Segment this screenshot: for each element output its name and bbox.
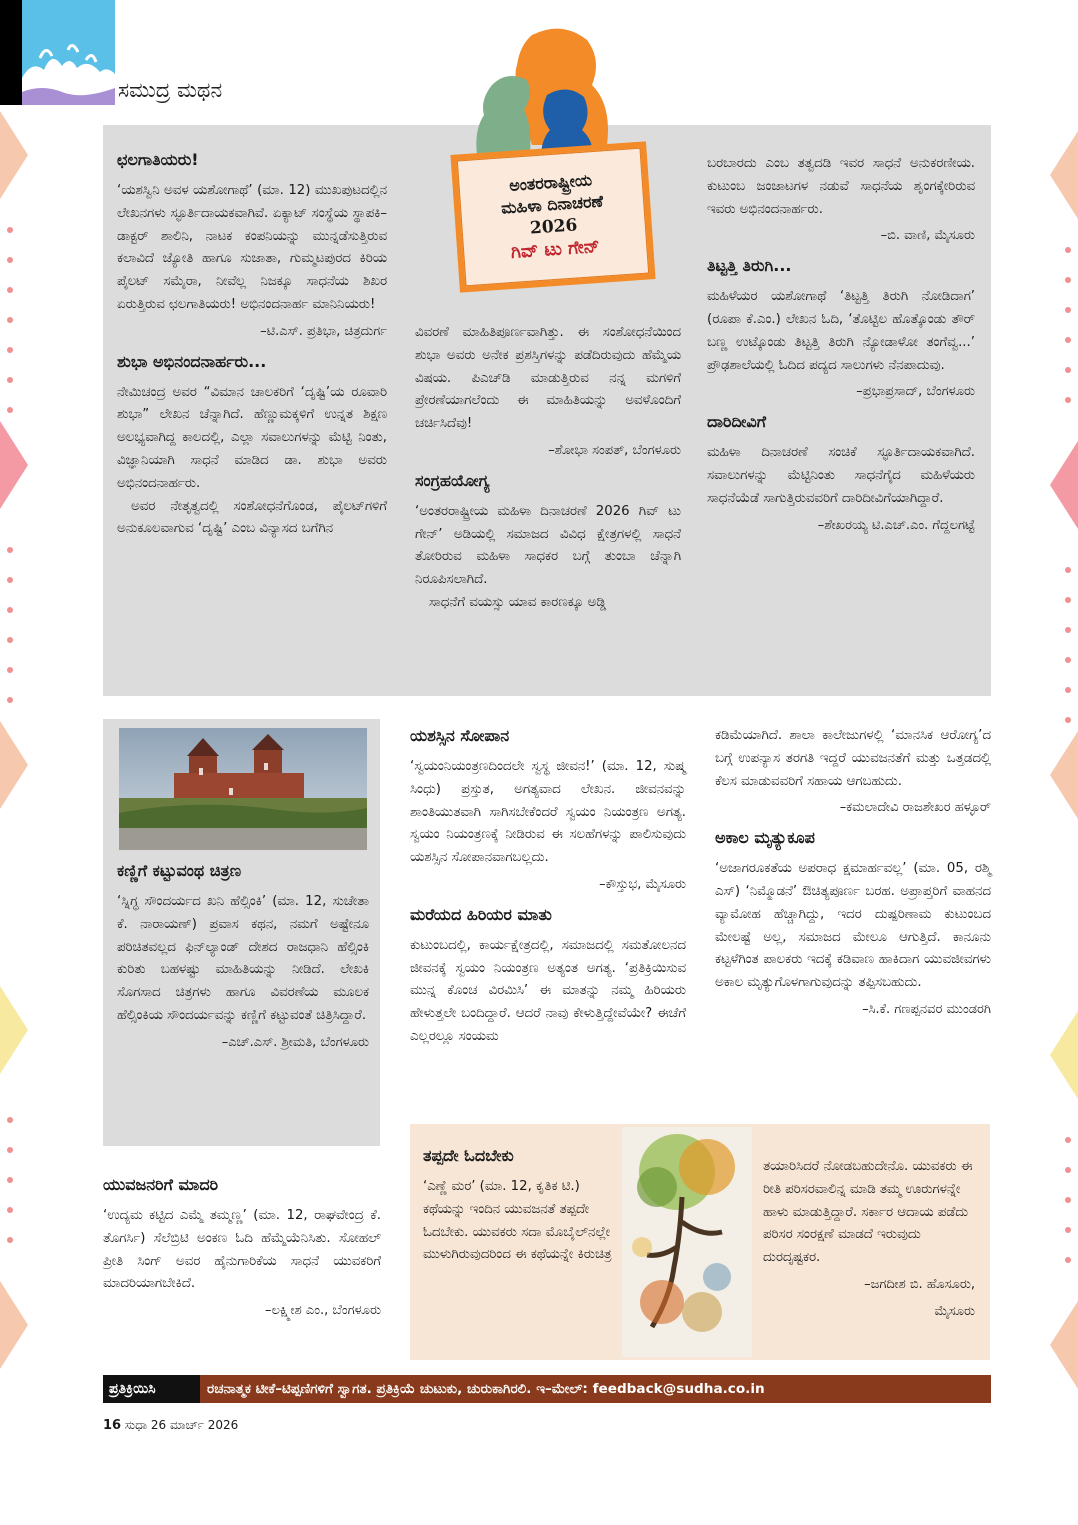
decorative-diamond [1050, 120, 1078, 230]
decorative-dots [1064, 240, 1072, 440]
right-border-decoration [1050, 0, 1078, 1525]
tree-painting [622, 1127, 752, 1357]
decorative-dots [1064, 560, 1072, 760]
letter-body: ಮಹಿಳಾ ದಿನಾಚರಣೆ ಸಂಚಿಕೆ ಸ್ಫೂರ್ತಿದಾಯಕವಾಗಿದೆ. ಸವಾಲುಗಳನ್ನು ಮೆಟ್ಟಿನಿಂತು ಸಾಧನೆಗೈದ ಮಹಿಳೆಯರು ಸಾಧನೆಯೆಡೆ ಸಾಗುತ್ತಿರುವವರಿಗೆ ದಾರಿದೀವಿಗೆಯಾಗಿದ್ದಾರೆ. [707, 445, 975, 506]
letter-title: ಅಕಾಲ ಮೃತ್ಯುಕೂಪ [715, 828, 815, 848]
letters-column-2-bottom [410, 718, 686, 1049]
decorative-dots [6, 220, 14, 420]
decorative-diamond [0, 710, 28, 820]
left-border-decoration [0, 0, 28, 1525]
letter-signature: –ಲಕ್ಷ್ಮೀಶ ಎಂ., ಬೆಂಗಳೂರು [264, 1303, 381, 1319]
letter-title: ಮರೆಯದ ಹಿರಿಯರ ಮಾತು [410, 904, 552, 924]
letter-title: ಯುವಜನರಿಗೆ ಮಾದರಿ [103, 1175, 219, 1194]
feedback-label: ಪ್ರತಿಕ್ರಿಯಿಸಿ [103, 1375, 200, 1403]
decorative-diamond [0, 1270, 28, 1380]
decorative-diamond [0, 100, 28, 210]
decorative-diamond [0, 410, 28, 520]
decorative-diamond [0, 975, 28, 1085]
letter-body: ವಿವರಣೆ ಮಾಹಿತಿಪೂರ್ಣವಾಗಿತ್ತು. ಈ ಸಂಶೋಧನೆಯಿಂದ ಶುಭಾ ಅವರು ಅನೇಕ ಪ್ರಶಸ್ತಿಗಳನ್ನು ಪಡೆದಿರುವುದು ಹೆಮ್ಮೆಯ ವಿಷಯ. ಪಿಎಚ್‌ಡಿ ಮಾಡುತ್ತಿರುವ ನನ್ನ ಮಗಳಿಗೆ ಪ್ರೇರಣೆಯಾಗಲೆಂದು ಈ ಮಾಹಿತಿಯನ್ನು ಅವಳೊಂದಿಗೆ ಚರ್ಚಿಸಿದೆವು! [415, 325, 681, 432]
letters-column-3 [707, 153, 975, 543]
womens-day-badge [450, 141, 655, 292]
letter-body: ‘ಉದ್ಯಮ ಕಟ್ಟಿದ ಎಮ್ಮೆ ತಮ್ಮಣ್ಣ’ (ಮಾ. 12, ರಾಘವೇಂದ್ರ ಕೆ. ತೊಗರ್ಸಿ) ಸೆಲೆಬ್ರಿಟಿ ಅಂಕಣ ಓದಿ ಹೆಮ್ಮೆಯೆನಿಸಿತು. ಸೋಹಲ್ ಪ್ರೀತಿ ಸಿಂಗ್ ಅವರ ಹೈನುಗಾರಿಕೆಯ ಸಾಧನೆ ಯುವಕರಿಗೆ ಮಾದರಿಯಾಗಬೇಕಿದೆ. [103, 1208, 381, 1292]
letter-title: ಕಣ್ಣಿಗೆ ಕಟ್ಟುವಂಥ ಚಿತ್ರಣ [117, 861, 242, 880]
letter-title: ಛಲಗಾತಿಯರು! [117, 150, 199, 169]
letter-body: ‘ಸ್ನಿಗ್ಧ ಸೌಂದರ್ಯದ ಖನಿ ಹೆಲ್ಸಿಂಕಿ’ (ಮಾ. 12, ಸುಚೇತಾ ಕೆ. ನಾರಾಯಣ್) ಪ್ರವಾಸ ಕಥನ, ನಮಗೆ ಅಷ್ಟೇನೂ ಪರಿಚಿತವಲ್ಲದ ಫಿನ್‌ಲ್ಯಾಂಡ್ ದೇಶದ ರಾಜಧಾನಿ ಹೆಲ್ಸಿಂಕಿ ಕುರಿತು ಬಹಳಷ್ಟು ಮಾಹಿತಿಯನ್ನು ನೀಡಿದೆ. ಲೇಖಕಿ ಸೊಗಸಾದ ಚಿತ್ರಗಳು ಹಾಗೂ ವಿವರಣೆಯ ಮೂಲಕ ಹೆಲ್ಸಿಂಕಿಯ ಸೌಂದರ್ಯವನ್ನು ಕಣ್ಣಿಗೆ ಕಟ್ಟುವಂತೆ ಚಿತ್ರಿಸಿದ್ದಾರೆ. [117, 894, 369, 1023]
decorative-dots [6, 540, 14, 740]
page-issue-info: ಸುಧಾ 26 ಮಾರ್ಚ್ 2026 [124, 1418, 239, 1432]
badge-theme: ಗಿವ್ ಟು ಗೇನ್ [510, 235, 601, 263]
letter-title: ಶುಭಾ ಅಭಿನಂದನಾರ್ಹರು... [117, 351, 267, 371]
letter-title: ತಿಟ್ಟತ್ತಿ ತಿರುಗಿ... [707, 256, 792, 276]
story-letter-left [423, 1138, 613, 1267]
section-logo [0, 0, 115, 105]
letter-body: ‘ಯಶಸ್ವಿನಿ ಅವಳ ಯಶೋಗಾಥೆ’ (ಮಾ. 12) ಮುಖಪುಟದಲ್ಲಿನ ಲೇಖನಗಳು ಸ್ಫೂರ್ತಿದಾಯಕವಾಗಿವೆ. ಏಕ್ಯಾಟ್ ಸಂಸ್ಥೆಯ ಸ್ಥಾಪಕಿ–ಡಾಕ್ಟರ್ ಶಾಲಿನಿ, ನಾಟಕ ಕಂಪನಿಯನ್ನು ಮುನ್ನಡೆಸುತ್ತಿರುವ ಕಲಾವಿದೆ ಜ್ಯೋತಿ ಹಾಗೂ ಸುಜಾತಾ, ಗುಮ್ಮಟಪುರದ ಕಿರಿಯ ಪೈಲಟ್ ಸಮೈರಾ, ನೀವೆಲ್ಲ ನಿಜಕ್ಕೂ ಸಾಧನೆಯ ಶಿಖರ ಏರುತ್ತಿರುವ ಛಲಗಾತಿಯರು! ಅಭಿನಂದನಾರ್ಹ ಮಾನಿನಿಯರು! [117, 183, 387, 312]
letters-column-3-bottom [715, 725, 991, 1028]
section-title: ಸಮುದ್ರ ಮಥನ [118, 78, 223, 102]
letter-signature: –ಟಿ.ಎಸ್. ಪ್ರತಿಭಾ, ಚಿತ್ರದುರ್ಗ [260, 323, 387, 339]
decorative-dots [1064, 1130, 1072, 1330]
letter-signature: –ಶೇಖರಯ್ಯ ಟಿ.ಎಚ್.ಎಂ. ಗೆದ್ದಲಗಟ್ಟೆ [817, 517, 975, 533]
feedback-text: ರಚನಾತ್ಮಕ ಟೀಕೆ–ಟಿಪ್ಪಣಿಗಳಿಗೆ ಸ್ವಾಗತ. ಪ್ರತಿಕ್ರಿಯೆ ಚುಟುಕು, ಚುರುಕಾಗಿರಲಿ. ಇ–ಮೇಲ್: feedback@sudha.co.in [207, 1381, 765, 1397]
letter-body: ಬರಬಾರದು ಎಂಬ ತತ್ವದಡಿ ಇವರ ಸಾಧನೆ ಅನುಕರಣೀಯ. ಕುಟುಂಬ ಜಂಜಾಟಗಳ ನಡುವೆ ಸಾಧನೆಯ ಶೃಂಗಕ್ಕೇರಿರುವ ಇವರು ಅಭಿನಂದನಾರ್ಹರು. [707, 156, 975, 217]
letter-signature: –ಪ್ರಭಾಪ್ರಸಾದ್, ಬೆಂಗಳೂರು [856, 384, 975, 400]
letter-title: ತಪ್ಪದೇ ಓದಬೇಕು [423, 1146, 514, 1165]
letters-column-1-bottom [117, 853, 369, 1061]
letter-signature: –ಕಮಲಾದೇವಿ ರಾಜಶೇಖರ ಹಳ್ಳೂರ್ [839, 800, 991, 816]
story-letter-right [763, 1156, 975, 1330]
letter-signature: –ಶೋಭಾ ಸಂಪತ್, ಬೆಂಗಳೂರು [548, 442, 681, 458]
letter-body: ತಯಾರಿಸಿದರೆ ನೋಡಬಹುದೇನೊ. ಯುವಕರು ಈ ರೀತಿ ಪರಿಸರವಾಲಿನ್ನ ಮಾಡಿ ತಮ್ಮ ಊರುಗಳನ್ನೇ ಹಾಳು ಮಾಡುತ್ತಿದ್ದಾರೆ. ಸರ್ಕಾರ ಆದಾಯ ಪಡೆದು ಪರಿಸರ ಸಂರಕ್ಷಣೆ ಮಾಡದೆ ಇರುವುದು ದುರದೃಷ್ಟಕರ. [763, 1159, 973, 1266]
letter-signature-place: ಮೈಸೂರು [934, 1303, 975, 1319]
letter-body: ‘ಅಂತರರಾಷ್ಟ್ರೀಯ ಮಹಿಳಾ ದಿನಾಚರಣೆ 2026 ಗಿವ್ ಟು ಗೇನ್’ ಅಡಿಯಲ್ಲಿ ಸಮಾಜದ ವಿವಿಧ ಕ್ಷೇತ್ರಗಳಲ್ಲಿ ಸಾಧನೆ ತೋರಿರುವ ಮಹಿಳಾ ಸಾಧಕರ ಬಗ್ಗೆ ತುಂಬಾ ಚೆನ್ನಾಗಿ ನಿರೂಪಿಸಲಾಗಿದೆ. [415, 503, 681, 588]
page-number: 16 [103, 1418, 122, 1433]
letters-column-2 [415, 322, 681, 615]
badge-line-1: ಅಂತರರಾಷ್ಟ್ರೀಯ [508, 170, 593, 195]
ocean-wave-icon [22, 0, 115, 105]
decorative-diamond [1050, 1000, 1078, 1110]
letter-title: ಸಂಗ್ರಹಯೋಗ್ಯ [415, 470, 490, 490]
letter-body: ಸಾಧನೆಗೆ ವಯಸ್ಸು ಯಾವ ಕಾರಣಕ್ಕೂ ಅಡ್ಡಿ [429, 594, 607, 610]
letter-body: ಕುಟುಂಬದಲ್ಲಿ, ಕಾರ್ಯಕ್ಷೇತ್ರದಲ್ಲಿ, ಸಮಾಜದಲ್ಲಿ ಸಮತೋಲನದ ಜೀವನಕ್ಕೆ ಸ್ವಯಂ ನಿಯಂತ್ರಣ ಅತ್ಯಂತ ಅಗತ್ಯ. ‘ಪ್ರತಿಕ್ರಿಯಿಸುವ ಮುನ್ನ ಕೊಂಚ ವಿರಮಿಸಿ’ ಈ ಮಾತನ್ನು ನಮ್ಮ ಹಿರಿಯರು ಹೇಳುತ್ತಲೇ ಬಂದಿದ್ದಾರೆ. ಆದರೆ ನಾವು ಕೇಳುತ್ತಿದ್ದೇವೆಯೇ? ಈಚೆಗೆ ಎಲ್ಲರಲ್ಲೂ ಸಂಯಮ [410, 937, 686, 1044]
letter-signature: –ಜಗದೀಶ ಬಿ. ಹೊಸೂರು, [864, 1276, 975, 1292]
letter-title: ಯಶಸ್ಸಿನ ಸೋಪಾನ [410, 726, 510, 745]
letter-body: ನೇಮಿಚಂದ್ರ ಅವರ “ವಿಮಾನ ಚಾಲಕರಿಗೆ ‘ದೃಷ್ಟಿ’ಯ ರೂವಾರಿ ಶುಭಾ” ಲೇಖನ ಚೆನ್ನಾಗಿದೆ. ಹೆಣ್ಣುಮಕ್ಕಳಿಗೆ ಉನ್ನತ ಶಿಕ್ಷಣ ಅಲಭ್ಯವಾಗಿದ್ದ ಕಾಲದಲ್ಲಿ, ಎಲ್ಲಾ ಸವಾಲುಗಳನ್ನು ಮೆಟ್ಟಿ ನಿಂತು, ವಿಜ್ಞಾನಿಯಾಗಿ ಸಾಧನೆ ಮಾಡಿದ ಡಾ. ಶುಭಾ ಅವರು ಅಭಿನಂದನಾರ್ಹರು. [117, 384, 387, 491]
letter-body: ಮಹಿಳೆಯರ ಯಶೋಗಾಥೆ ‘ತಿಟ್ಟತ್ತಿ ತಿರುಗಿ ನೋಡಿದಾಗ’ (ರೂಪಾ ಕೆ.ಎಂ.) ಲೇಖನ ಓದಿ, ‘ತೊಟ್ಟಿಲ ಹೊತ್ಕೊಂಡು ತೌರ್ ಬಣ್ಣ ಉಟ್ಕೊಂಡು ತಿಟ್ಟತ್ತಿ ತಿರುಗಿ ನ್ಯೋಡಾಳೋ ತಂಗೆವ್ವ...’ ಪ್ರೌಢಶಾಲೆಯಲ್ಲಿ ಓದಿದ ಪದ್ಯದ ಸಾಲುಗಳು ನೆನಪಾದುವು. [707, 289, 975, 373]
badge-year: 2026 [529, 215, 578, 239]
letter-body: ಅವರ ನೇತೃತ್ವದಲ್ಲಿ ಸಂಶೋಧನೆಗೊಂಡ, ಪೈಲಟ್‌ಗಳಿಗೆ ಅನುಕೂಲವಾಗುವ ‘ದೃಷ್ಟಿ’ ಎಂಬ ವಿನ್ಯಾಸದ ಬಗೆಗಿನ [117, 498, 387, 537]
letter-signature: –ಕೌಸ್ತುಭ, ಮೈಸೂರು [599, 876, 686, 892]
letter-body: ‘ಅಜಾಗರೂಕತೆಯ ಅಪರಾಧ ಕ್ಷಮಾರ್ಹವಲ್ಲ’ (ಮಾ. 05, ರಶ್ಮಿ ಎಸ್) ‘ನಿಮ್ಮೊಡನೆ’ ಔಚಿತ್ಯಪೂರ್ಣ ಬರಹ. ಅಪ್ರಾಪ್ತರಿಗೆ ವಾಹನದ ವ್ಯಾಮೋಹ ಹೆಚ್ಚಾಗಿದ್ದು, ಇದರ ದುಷ್ಪರಿಣಾಮ ಕುಟುಂಬದ ಮೇಲಷ್ಟೆ ಅಲ್ಲ, ಸಮಾಜದ ಮೇಲೂ ಆಗುತ್ತಿದೆ. ಕಾನೂನು ಕಟ್ಟಳೆಗಿಂತ ಪಾಲಕರು ಇದಕ್ಕೆ ಕಡಿವಾಣ ಹಾಕಿದಾಗ ಯುವಜೀವಗಳು ಅಕಾಲ ಮೃತ್ಯುಗೊಳಗಾಗುವುದನ್ನು ತಪ್ಪಿಸಬಹುದು. [715, 861, 991, 991]
letter-body: ‘ಎಣ್ಣೆ ಮರ’ (ಮಾ. 12, ಕೃತಿಕ ಟಿ.) ಕಥೆಯನ್ನು ಇಂದಿನ ಯುವಜನತೆ ತಪ್ಪದೇ ಓದಬೇಕು. ಯುವಕರು ಸದಾ ಮೊಬೈಲ್‌ನಲ್ಲೇ ಮುಳುಗಿರುವುದರಿಂದ ಈ ಕಥೆಯನ್ನೇ ಕಿರುಚಿತ್ರ [423, 1179, 612, 1263]
letter-body: ಕಡಿಮೆಯಾಗಿದೆ. ಶಾಲಾ ಕಾಲೇಜುಗಳಲ್ಲಿ ‘ಮಾನಸಿಕ ಆರೋಗ್ಯ’ದ ಬಗ್ಗೆ ಉಪನ್ಯಾಸ ತರಗತಿ ಇದ್ದರೆ ಯುವಜನತೆಗೆ ಮತ್ತು ಒತ್ತಡದಲ್ಲಿ ಕೆಲಸ ಮಾಡುವವರಿಗೆ ಸಹಾಯ ಆಗಬಹುದು. [715, 728, 991, 789]
castle-photo [119, 728, 367, 850]
feedback-bar [103, 1375, 991, 1403]
letter-title: ದಾರಿದೀವಿಗೆ [707, 412, 766, 432]
letter-signature: –ಸಿ.ಕೆ. ಗಣಪ್ಪನವರ ಮುಂಡರಗಿ [862, 1001, 991, 1017]
decorative-diamond [1050, 430, 1078, 540]
badge-line-2: ಮಹಿಳಾ ದಿನಾಚರಣೆ [500, 191, 604, 218]
letter-signature: –ಎಚ್.ಎಸ್. ಶ್ರೀಮತಿ, ಬೆಂಗಳೂರು [221, 1034, 369, 1050]
letter-signature: –ಬಿ. ವಾಣಿ, ಮೈಸೂರು [880, 228, 975, 244]
letters-column-1 [117, 142, 387, 541]
page-footer [103, 1418, 238, 1433]
decorative-dots [6, 1110, 14, 1310]
letter-body: ‘ಸ್ವಯಂನಿಯಂತ್ರಣದಿಂದಲೇ ಸ್ವಸ್ಥ ಜೀವನ!’ (ಮಾ. 12, ಸುಷ್ಮ ಸಿಂಧು) ಪ್ರಸ್ತುತ, ಅಗತ್ಯವಾದ ಲೇಖನ. ಜೀವನವನ್ನು ಶಾಂತಿಯುತವಾಗಿ ಸಾಗಿಸಬೇಕೆಂದರೆ ಸ್ವಯಂ ನಿಯಂತ್ರಣ ಅಗತ್ಯ. ಸ್ವಯಂ ನಿಯಂತ್ರಣಕ್ಕೆ ನೀಡಿರುವ ಈ ಸಲಹೆಗಳನ್ನು ಪಾಲಿಸುವುದು ಯಶಸ್ಸಿನ ಸೋಪಾನವಾಗಬಲ್ಲದು. [410, 759, 686, 866]
letters-column-1-bottom-2 [103, 1167, 381, 1329]
